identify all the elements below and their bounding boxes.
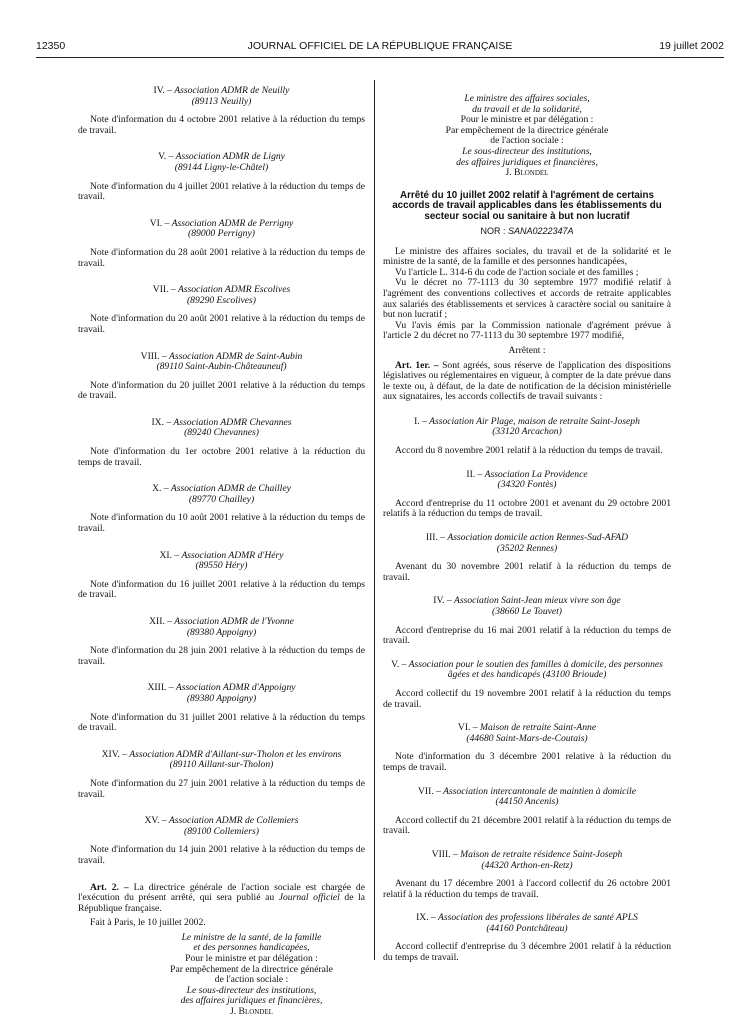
article-2-label: Art. 2. – (90, 881, 129, 893)
entry-heading (78, 86, 365, 107)
entry-number: V. – (391, 658, 407, 670)
article-2 (78, 883, 365, 915)
entry-name: Association ADMR de Ligny (175, 151, 285, 163)
entry-name: Maison de retraite résidence Saint-Joseph (460, 848, 623, 860)
entry-text: Avenant du 17 décembre 2001 à l'accord collectif du 26 octobre 2001 relatif à la réduction du temps de travail. (383, 878, 671, 900)
entry-place: (89110 Saint-Aubin-Châteauneuf) (156, 361, 287, 373)
entry-number: IV. – (433, 595, 452, 607)
entry-number: VII. – (152, 284, 176, 296)
entry-name: Maison de retraite Saint-Anne (480, 722, 597, 734)
entry-number: IX. – (416, 912, 436, 924)
entry-number: IV. – (153, 85, 173, 96)
entry-text: Accord d'entreprise du 11 octobre 2001 et avenant du 29 octobre 2001 relatifs à la réduction du temps de travail. (383, 497, 671, 520)
signature-block-right (383, 94, 671, 179)
entry-number: XI. – (159, 549, 180, 561)
signature-minister-line: Le ministre des affaires sociales, (464, 93, 590, 104)
entry-place: (89144 Ligny-le-Châtel) (174, 161, 269, 173)
entry-name: Association Air Plage, maison de retraite Saint-Joseph (429, 415, 640, 427)
entry-text: Note d'information du 16 juillet 2001 relative à la réduction du temps de travail. (78, 578, 365, 601)
done-at: Fait à Paris, le 10 juillet 2002. (90, 917, 206, 929)
journal-title: JOURNAL OFFICIEL DE LA RÉPUBLIQUE FRANÇAISE (247, 40, 513, 52)
entry-heading (383, 787, 671, 808)
entry-heading (383, 850, 671, 871)
article-1 (383, 361, 671, 403)
entry-number: VI. – (149, 217, 170, 229)
entry-name: Association ADMR d'Aillant-sur-Tholon et les environs (129, 748, 342, 760)
entry-place: (89110 Aillant-sur-Tholon) (169, 759, 274, 771)
nor-reference (383, 226, 671, 237)
entry-name: Association ADMR Escolives (177, 284, 291, 296)
journal-officiel-ref: Journal officiel (278, 892, 340, 904)
signature-minister-line: et des personnes handicapées, (193, 942, 310, 954)
entry-number: VIII. – (431, 848, 458, 860)
entry-place: (89290 Escolives) (186, 294, 256, 306)
entry-place: (89380 Appoigny) (186, 626, 257, 638)
entry-heading (78, 551, 365, 572)
entry-heading (383, 417, 671, 438)
entry-text: Note d'information du 10 août 2001 relative à la réduction du temps de travail. (78, 512, 365, 535)
entry-text: Note d'information du 28 juin 2001 relative à la réduction du temps de travail. (78, 645, 365, 667)
column-divider (374, 80, 375, 960)
entry-heading (78, 683, 365, 704)
entry-text: Note d'information du 31 juillet 2001 relative à la réduction du temps de travail. (78, 711, 365, 734)
entry-text: Note d'information du 3 décembre 2001 relative à la réduction du temps de travail. (383, 751, 671, 773)
entry-heading (78, 285, 365, 306)
entry-heading (383, 533, 671, 554)
entry-place: (44320 Arthon-en-Retz) (481, 859, 573, 871)
entry-name: Association ADMR de l'Yvonne (174, 616, 294, 627)
entry-heading (383, 470, 671, 491)
article-2-text-a: La directrice générale de l'action sociale est chargée de l'exécution du présent arrêté, qui sera publié au (78, 881, 365, 904)
entry-number: III. – (425, 532, 446, 544)
left-column (78, 86, 365, 1024)
entry-name: Association pour le soutien des familles à domicile, des personnes âgées et des handicapés (43100 Brioude) (408, 658, 663, 681)
signature-minister-line: du travail et de la solidarité, (472, 103, 582, 115)
page-header (36, 40, 724, 56)
signature-block-left (138, 933, 365, 1018)
entry-name: Association intercantonale de maintien à domicile (443, 785, 636, 797)
entry-place: (44680 Saint-Mars-de-Coutais) (466, 732, 588, 744)
entry-text: Note d'information du 4 octobre 2001 relative à la réduction du temps de travail. (78, 114, 365, 136)
entry-place: (89770 Chailley) (188, 493, 255, 505)
entry-heading (383, 596, 671, 617)
entry-number: VI. – (457, 722, 478, 734)
entry-heading (78, 152, 365, 173)
entry-name: Association ADMR de Saint-Aubin (169, 350, 303, 362)
article-1-label: Art. 1er. – (395, 359, 439, 371)
nor-code: SANA0222347A (507, 225, 574, 236)
entry-place: (44160 Pontchâteau) (486, 922, 568, 934)
arretent-heading: Arrêtent : (508, 344, 546, 356)
entry-name: Association ADMR Chevannes (173, 416, 292, 428)
entry-number: VIII. – (140, 350, 167, 362)
entry-number: XV. – (144, 815, 167, 827)
signature-subdirector-line: Le sous-directeur des institutions, (462, 145, 592, 157)
page-number: 12350 (36, 40, 66, 52)
entry-text: Note d'information du 4 juillet 2001 relative à la réduction du temps de travail. (78, 180, 365, 203)
entry-name: Association ADMR de Chailley (170, 483, 291, 495)
entry-text: Accord d'entreprise du 16 mai 2001 relatif à la réduction du temps de travail. (383, 624, 671, 647)
entry-number: XII. – (149, 616, 173, 627)
entry-name: Association ADMR de Perrigny (171, 217, 294, 229)
signatory-name: J. Blondel (230, 1006, 273, 1018)
visa-3: Vu l'avis émis par la Commission nationale d'agrément prévue à l'article 2 du décret no 77-1113 du 30 septembre 1977 modifié, (383, 319, 671, 342)
decree-title: Arrêté du 10 juillet 2002 relatif à l'agrément de certains accords de travail applicables dans les établissements du secteur social ou sanitaire à but non lucratif (392, 189, 662, 222)
entry-place: (89380 Appoigny) (186, 692, 257, 704)
entry-heading (383, 723, 671, 744)
entry-name: Association Saint-Jean mieux vivre son âge (454, 595, 621, 607)
entry-text: Note d'information du 20 juillet 2001 relative à la réduction du temps de travail. (78, 379, 365, 402)
entry-name: Association domicile action Rennes-Sud-AFAD (447, 532, 629, 544)
signatory-name: J. Blondel (505, 167, 549, 179)
signature-absence-line: de l'action sociale : (214, 974, 289, 986)
visa-2: Vu le décret no 77-1113 du 30 septembre 1977 modifié relatif à l'agrément des conventions collectives et accords de retraite applicables aux salariés des établissements et services à caractère social ou sanitaire à but non lucratif ; (383, 277, 671, 321)
entry-heading (78, 352, 365, 373)
entry-number: V. – (158, 151, 174, 163)
signature-subdirector-line: des affaires juridiques et financières, (180, 995, 323, 1007)
entry-number: X. – (152, 483, 169, 495)
entry-heading (78, 617, 365, 638)
entry-heading (383, 660, 671, 681)
entry-heading (78, 816, 365, 837)
entry-text: Note d'information du 28 août 2001 relative à la réduction du temps de travail. (78, 246, 365, 269)
entry-text: Note d'information du 27 juin 2001 relative à la réduction du temps de travail. (78, 777, 365, 800)
issue-date: 19 juillet 2002 (659, 40, 724, 52)
entry-name: Association ADMR d'Appoigny (175, 682, 296, 694)
entry-place: (34320 Fontès) (497, 479, 557, 491)
signature-subdirector-line: Le sous-directeur des institutions, (186, 984, 317, 996)
entry-place: (89100 Collemiers) (184, 825, 259, 837)
entry-text: Accord du 8 novembre 2001 relatif à la réduction du temps de travail. (395, 445, 663, 457)
decree-intro: Le ministre des affaires sociales, du travail et de la solidarité et le ministre de la santé, de la famille et des personnes handicapées, (383, 245, 671, 268)
entry-name: Association La Providence (484, 468, 588, 480)
entry-text: Accord collectif d'entreprise du 3 décembre 2001 relatif à la réduction du temps de travail. (383, 941, 671, 964)
entry-text: Accord collectif du 19 novembre 2001 relatif à la réduction du temps de travail. (383, 687, 671, 710)
entry-number: I. – (414, 415, 427, 427)
entry-name: Association ADMR d'Héry (181, 549, 284, 561)
entry-place: (89113 Neuilly) (191, 95, 252, 107)
entry-place: (35202 Rennes) (496, 542, 558, 554)
signature-minister-line: Le ministre de la santé, de la famille (181, 931, 322, 943)
entry-text: Note d'information du 14 juin 2001 relative à la réduction du temps de travail. (78, 844, 365, 866)
entry-heading (383, 913, 671, 934)
entry-text: Note d'information du 1er octobre 2001 relative à la réduction du temps de travail. (78, 446, 365, 468)
entry-heading (78, 219, 365, 240)
signature-delegation-line: Pour le ministre et par délégation : (185, 953, 318, 965)
article-1-text: Sont agréés, sous réserve de l'application des dispositions législatives ou réglementaires en vigueur, à compter de la date prévue dans le texte ou, à défaut, de la date de notification de la décision ministérielle aux signataires, les accords collectifs de travail suivants : (383, 359, 671, 403)
entry-place: (44150 Ancenis) (495, 796, 559, 808)
entry-place: (38660 Le Touvet) (492, 606, 562, 617)
visa-1: Vu l'article L. 314-6 du code de l'action sociale et des familles ; (395, 266, 639, 278)
nor-label: NOR : (480, 225, 508, 236)
entry-number: XIII. – (147, 682, 174, 694)
article-2-text-b: de la République française. (78, 892, 366, 914)
entry-name: Association ADMR de Neuilly (174, 85, 290, 96)
entry-place: (89240 Chevannes) (184, 427, 259, 439)
entry-heading (78, 418, 365, 439)
entry-place: (89000 Perrigny) (188, 228, 255, 240)
entry-number: IX. – (151, 416, 172, 428)
entry-name: Association des professions libérales de santé APLS (438, 912, 638, 924)
signature-absence-line: Par empêchement de la directrice générale (170, 963, 333, 975)
signature-delegation-line: Pour le ministre et par délégation : (460, 114, 594, 126)
entry-name: Association ADMR de Collemiers (168, 815, 299, 827)
entry-heading (78, 484, 365, 505)
right-entry-list (383, 417, 671, 964)
entry-text: Accord collectif du 21 décembre 2001 relatif à la réduction du temps de travail. (383, 814, 671, 837)
header-rule (36, 57, 724, 58)
entry-place: (33120 Arcachon) (492, 426, 562, 438)
signature-absence-line: de l'action sociale : (490, 135, 564, 147)
signature-absence-line: Par empêchement de la directrice générale (445, 124, 609, 136)
entry-number: VII. – (418, 785, 441, 797)
entry-heading (78, 750, 365, 771)
entry-text: Avenant du 30 novembre 2001 relatif à la réduction du temps de travail. (383, 561, 671, 583)
left-entry-list (78, 86, 365, 867)
entry-number: II. – (466, 468, 483, 480)
entry-text: Note d'information du 20 août 2001 relative à la réduction du temps de travail. (78, 313, 365, 335)
right-column (383, 94, 671, 977)
signature-subdirector-line: des affaires juridiques et financières, (456, 156, 598, 168)
entry-place: (89550 Héry) (195, 560, 248, 572)
entry-number: XIV. – (101, 748, 128, 760)
